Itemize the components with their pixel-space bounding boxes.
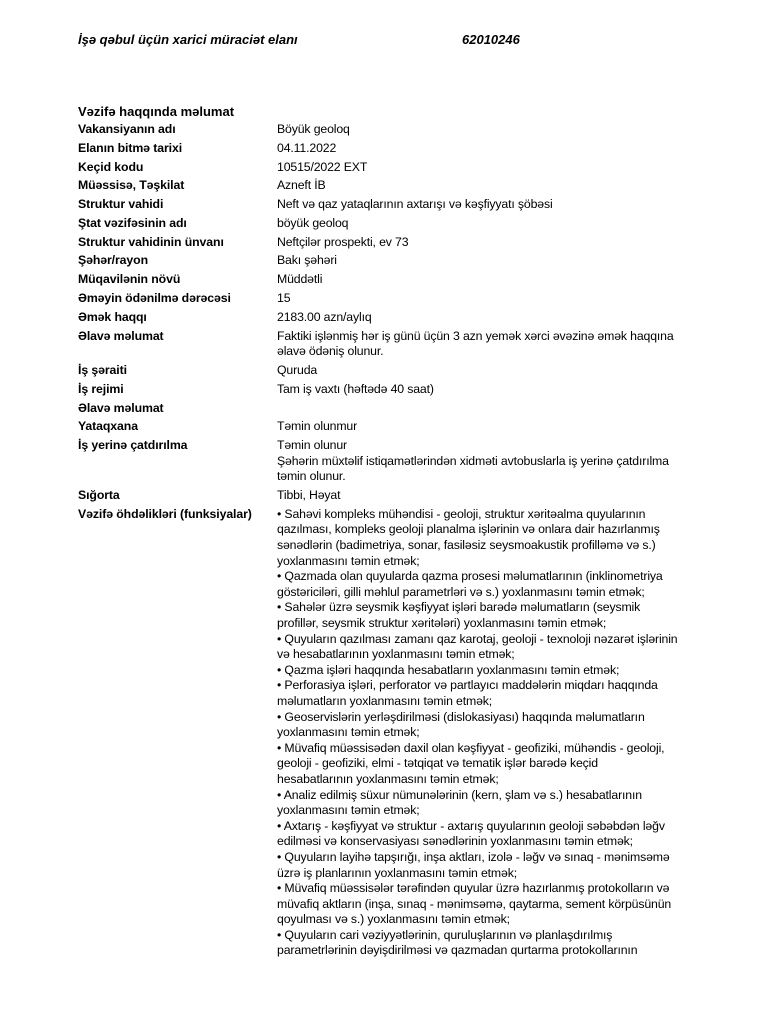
info-row-value — [277, 401, 718, 417]
duty-item — [277, 881, 718, 928]
info-row-value-line: Neftçilər prospekti, ev 73 — [277, 234, 409, 249]
info-row — [78, 401, 718, 417]
info-row-value-line: Azneft İB — [277, 178, 326, 193]
info-row-label: Struktur vahidi — [78, 197, 164, 212]
duty-item-line: məlumatların yoxlanmasını təmin etmək; — [277, 693, 493, 708]
info-row — [78, 438, 718, 485]
info-row-label: Müqavilənin növü — [78, 272, 181, 287]
duty-item-line: • Quyuların qazılması zamanı qaz karotaj, geoloji - texnoloji nəzarət işlərinin — [277, 631, 678, 646]
duty-item-line: • Geoservislərin yerləşdirilməsi (dislokasiyası) haqqında məlumatların — [277, 709, 645, 724]
info-row-value — [277, 178, 718, 194]
info-row — [78, 235, 718, 251]
info-row-label: Sığorta — [78, 488, 120, 503]
duty-item — [277, 569, 718, 600]
info-row-value-line: Şəhərin müxtəlif istiqamətlərindən xidməti avtobuslarla iş yerinə çatdırılma — [277, 453, 669, 468]
document-header — [78, 32, 718, 52]
info-row-label: İş rejimi — [78, 381, 124, 396]
info-row-value-line: Təmin olunur — [277, 438, 347, 453]
duty-item-line: göstəriciləri, gilli məhlul parametrləri və s.) yoxlanmasını təmin etmək; — [277, 584, 645, 599]
info-row-value-line: Tibbi, Həyat — [277, 488, 341, 503]
duties-list — [277, 507, 718, 959]
duty-item-line: profillər, seysmik struktur xəritələri) yoxlanmasını təmin etmək; — [277, 616, 607, 630]
info-row-label: Elanın bitmə tarixi — [78, 140, 183, 155]
info-row-value-line: böyük geoloq — [277, 215, 349, 230]
info-row — [78, 216, 718, 232]
info-row — [78, 197, 718, 213]
duty-item-line: yoxlanmasını təmin etmək; — [277, 553, 420, 568]
info-row-value-line: Quruda — [277, 362, 318, 377]
info-row — [78, 310, 718, 326]
section-title: Vəzifə haqqında məlumat — [78, 104, 235, 119]
info-row-value — [277, 160, 718, 176]
info-row-value — [277, 272, 718, 288]
info-row-label: Yataqxana — [78, 419, 138, 434]
info-row-value-line: Faktiki işlənmiş hər iş günü üçün 3 azn yemək xərci əvəzinə əmək haqqına — [277, 328, 674, 343]
duty-item-line: edilməsi və konservasiyası sənədlərinin yoxlanmasını təmin etmək; — [277, 834, 633, 849]
info-row-value — [277, 122, 718, 138]
info-row-value — [277, 382, 718, 398]
info-row-label: Vakansiyanın adı — [78, 122, 176, 136]
duty-item-line: • Qazma işləri haqqında hesabatların yoxlanmasını təmin etmək; — [277, 662, 620, 677]
duties-label: Vəzifə öhdəlikləri (funksiyalar) — [78, 506, 252, 521]
duty-item — [277, 663, 718, 679]
info-table — [78, 122, 718, 962]
duty-item-line: • Müvafiq müəssisələr tərəfindən quyular üzrə hazırlanmış protokolların və — [277, 881, 670, 896]
duties-row — [78, 507, 718, 959]
info-row — [78, 160, 718, 176]
info-row-value — [277, 235, 718, 251]
info-row-value — [277, 197, 718, 213]
duty-item — [277, 507, 718, 569]
info-row-value-line: təmin olunur. — [277, 469, 346, 484]
info-row — [78, 272, 718, 288]
duty-item-line: və hesabatlarının yoxlanmasını təmin etmək; — [277, 647, 515, 662]
duty-item — [277, 678, 718, 709]
info-row-label: Əlavə məlumat — [78, 328, 164, 343]
duty-item-line: • Quyuların layihə tapşırığı, inşa aktları, izolə - ləğv və sınaq - mənimsəmə — [277, 849, 670, 864]
info-row-value — [277, 253, 718, 269]
info-row-value — [277, 363, 718, 379]
info-row-label: Ştat vəzifəsinin adı — [78, 215, 187, 230]
info-row — [78, 178, 718, 194]
info-row-value — [277, 291, 718, 307]
info-row-value-line: Müddətli — [277, 272, 323, 287]
duty-item — [277, 928, 718, 959]
info-row-value-line: 2183.00 azn/aylıq — [277, 309, 372, 324]
duty-item-line: müvafiq aktların (inşa, sınaq - mənimsəmə, qaytarma, sement körpüsünün — [277, 896, 672, 911]
duty-item-line: yoxlanmasını təmin etmək; — [277, 725, 420, 740]
duty-item-line: • Sahəvi kompleks mühəndisi - geoloji, struktur xəritəalma quyularının — [277, 506, 646, 521]
info-row-value — [277, 419, 718, 435]
duty-item-line: üzrə iş planlarının yoxlanmasını təmin etmək; — [277, 865, 517, 880]
duty-item — [277, 710, 718, 741]
document-title: İşə qəbul üçün xarici müraciət elanı — [78, 32, 298, 47]
info-row-value — [277, 310, 718, 326]
info-row-label: Əmək haqqı — [78, 309, 147, 324]
duty-item — [277, 788, 718, 819]
info-row-value-line: Neft və qaz yataqlarının axtarışı və kəşfiyyatı şöbəsi — [277, 197, 553, 212]
duty-item — [277, 850, 718, 881]
info-row-value-line: 04.11.2022 — [277, 140, 337, 155]
info-row-value-line: Böyük geoloq — [277, 122, 350, 136]
duty-item-line: • Sahələr üzrə seysmik kəşfiyyat işləri barədə məlumatların (seysmik — [277, 600, 641, 615]
duty-item — [277, 819, 718, 850]
info-row-label: Şəhər/rayon — [78, 253, 148, 268]
info-row-value — [277, 438, 718, 485]
duty-item-line: hesabatlarının yoxlanmasını təmin etmək; — [277, 771, 499, 786]
duty-item-line: parametrlərinin dəyişdirilməsi və qazmadan qurtarma protokollarının — [277, 943, 638, 958]
info-row — [78, 419, 718, 435]
info-row — [78, 291, 718, 307]
duty-item-line: • Axtarış - kəşfiyyat və struktur - axtarış quyularının geoloji səbəbdən ləğv — [277, 818, 665, 833]
duty-item-line: qoyulması və s.) yoxlanmasını təmin etmək; — [277, 912, 510, 927]
duty-item-line: • Quyuların cari vəziyyətlərinin, quruluşlarının və planlaşdırılmış — [277, 927, 613, 942]
info-row-value-line: Tam iş vaxtı (həftədə 40 saat) — [277, 381, 434, 396]
info-row — [78, 329, 718, 360]
info-row-value-line: 15 — [277, 291, 291, 306]
info-row — [78, 363, 718, 379]
info-row — [78, 253, 718, 269]
duty-item-line: qazılması, kompleks geoloji planalma işlərinin və onlara dair hazırlanmış — [277, 522, 660, 537]
info-row-value-line: Bakı şəhəri — [277, 253, 337, 268]
info-row-value-line: 10515/2022 EXT — [277, 159, 368, 174]
info-row — [78, 382, 718, 398]
duty-item-line: • Perforasiya işləri, perforator və partlayıcı maddələrin miqdarı haqqında — [277, 678, 658, 693]
info-row-label: İş yerinə çatdırılma — [78, 438, 188, 453]
info-row-value — [277, 329, 718, 360]
info-row-value-line: Təmin olunmur — [277, 419, 358, 434]
document-code: 62010246 — [462, 32, 520, 47]
info-row-label: Struktur vahidinin ünvanı — [78, 234, 224, 249]
duty-item-line: • Müvafiq müəssisədən daxil olan kəşfiyyat - geofiziki, mühəndis - geoloji, — [277, 740, 665, 755]
info-row-value — [277, 216, 718, 232]
info-row — [78, 122, 718, 138]
duty-item — [277, 600, 718, 631]
info-row — [78, 488, 718, 504]
info-row — [78, 141, 718, 157]
duty-item-line: geoloji - geofiziki, elmi - tətqiqat və tematik işlər barədə keçid — [277, 756, 598, 771]
duty-item-line: • Qazmada olan quyularda qazma prosesi məlumatlarının (inklinometriya — [277, 569, 663, 584]
info-row-label: İş şəraiti — [78, 362, 127, 377]
duty-item-line: sənədlərin (badimetriya, sonar, fasiləsiz seysmoakustik profilləmə və s.) — [277, 538, 656, 553]
duty-item — [277, 741, 718, 788]
info-row-label: Müəssisə, Təşkilat — [78, 178, 185, 193]
duty-item-line: yoxlanmasını təmin etmək; — [277, 803, 420, 818]
duty-item — [277, 632, 718, 663]
info-row-label: Əməyin ödənilmə dərəcəsi — [78, 291, 231, 306]
info-row-label: Keçid kodu — [78, 159, 144, 174]
info-row-label: Əlavə məlumat — [78, 400, 164, 415]
info-row-value — [277, 488, 718, 504]
duty-item-line: • Analiz edilmiş süxur nümunələrinin (kern, şlam və s.) hesabatlarının — [277, 787, 642, 802]
info-row-value-line: əlavə ödəniş olunur. — [277, 344, 384, 359]
info-row-value — [277, 141, 718, 157]
